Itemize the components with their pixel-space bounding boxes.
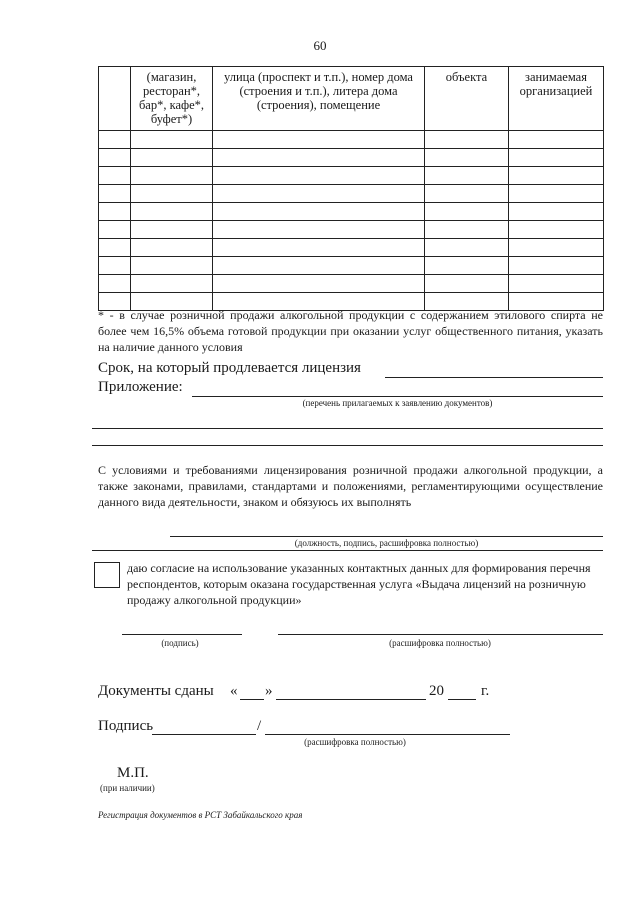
agreement-signature-line[interactable] [170,536,603,537]
table-cell[interactable] [131,149,213,167]
table-row [99,149,604,167]
docs-open-quote: « [230,683,238,699]
table-cell[interactable] [509,131,604,149]
table-cell[interactable] [509,203,604,221]
table-cell[interactable] [213,203,425,221]
stamp-label: М.П. [117,765,149,781]
consent-checkbox[interactable] [94,562,120,588]
table-cell[interactable] [99,149,131,167]
attachment-caption: (перечень прилагаемых к заявлению документов) [302,398,493,408]
table-cell[interactable] [99,185,131,203]
table-header-row [99,67,604,131]
table-cell[interactable] [99,221,131,239]
table-row [99,221,604,239]
table-cell[interactable] [509,275,604,293]
table-cell[interactable] [131,167,213,185]
table-cell[interactable] [99,239,131,257]
table-cell[interactable] [99,167,131,185]
table-cell[interactable] [131,275,213,293]
docs-year-prefix: 20 [429,683,444,699]
stamp-caption: (при наличии) [100,783,155,793]
extension-label: Срок, на который продлевается лицензия [98,360,361,376]
table-cell[interactable] [425,149,509,167]
table-cell[interactable] [213,185,425,203]
table-header-cell: объекта [425,67,509,131]
docs-day-line[interactable] [240,699,264,700]
consent-signature-line[interactable] [122,634,242,635]
docs-year-line[interactable] [448,699,476,700]
table-cell[interactable] [213,149,425,167]
signature-decode-line[interactable] [265,734,510,735]
table-cell[interactable] [509,239,604,257]
table-row [99,131,604,149]
table-cell[interactable] [213,221,425,239]
consent-text: даю согласие на использование указанных контактных данных для формирования перечня респондентов, которым оказана государственная услуга «Выдача лицензий на розничную продажу алкогольной продукции» [127,561,591,607]
extension-input-line[interactable] [385,377,603,378]
agreement-text: С условиями и требованиями лицензирования розничной продажи алкогольной продукции, а также законами, правилами, стандартами и положениями, регламентирующими осуществление данного вида деятельности, знаком и обязуюсь их выполнять [98,463,603,509]
table-header-cell [99,67,131,131]
table-header-cell: улица (проспект и т.п.), номер дома (строения и т.п.), литера дома (строения), помещение [213,67,425,131]
table-cell[interactable] [99,275,131,293]
table-cell[interactable] [99,203,131,221]
table-row [99,167,604,185]
page-number: 60 [313,38,327,53]
table-cell[interactable] [213,257,425,275]
agreement-line-2[interactable] [92,550,603,551]
table-cell[interactable] [425,239,509,257]
docs-month-line[interactable] [276,699,426,700]
table-cell[interactable] [509,167,604,185]
table-row [99,239,604,257]
table-cell[interactable] [131,185,213,203]
signature-caption: (расшифровка полностью) [304,737,406,747]
table-cell[interactable] [509,221,604,239]
table-cell[interactable] [99,257,131,275]
docs-submitted-label: Документы сданы [98,683,214,699]
consent-sig-caption: (подпись) [161,638,199,648]
table-cell[interactable] [425,221,509,239]
table-cell[interactable] [425,131,509,149]
table-cell[interactable] [425,275,509,293]
signature-line[interactable] [152,734,256,735]
table-cell[interactable] [213,239,425,257]
docs-close-quote: » [265,683,273,699]
signature-label: Подпись [98,718,154,734]
footnote: * - в случае розничной продажи алкогольной продукции с содержанием этилового спирта не более чем 16,5% объема готовой продукции при оказании услуг общественного питания, указать на наличие данного условия [98,308,603,354]
attachment-input-line[interactable] [192,396,603,397]
table-cell[interactable] [425,185,509,203]
table-row [99,185,604,203]
consent-decode-line[interactable] [278,634,603,635]
consent-decode-caption: (расшифровка полностью) [389,638,491,648]
table-header-cell: занимаемая организацией [509,67,604,131]
table-row [99,275,604,293]
table-row [99,203,604,221]
table-cell[interactable] [213,275,425,293]
signature-slash: / [257,718,262,734]
attachment-line-2[interactable] [92,428,603,429]
objects-table [98,66,604,311]
table-cell[interactable] [425,167,509,185]
table-cell[interactable] [131,257,213,275]
table-cell[interactable] [509,149,604,167]
table-cell[interactable] [425,203,509,221]
table-cell[interactable] [509,185,604,203]
registration-text: Регистрация документов в РСТ Забайкальского края [98,810,303,820]
table-cell[interactable] [131,203,213,221]
docs-year-suffix: г. [481,683,490,699]
table-cell[interactable] [99,131,131,149]
table-cell[interactable] [509,257,604,275]
table-cell[interactable] [425,257,509,275]
table-cell[interactable] [131,131,213,149]
table-cell[interactable] [131,221,213,239]
agreement-caption: (должность, подпись, расшифровка полностью) [294,538,479,548]
attachment-line-3[interactable] [92,445,603,446]
table-cell[interactable] [213,167,425,185]
table-row [99,257,604,275]
table-cell[interactable] [131,239,213,257]
table-cell[interactable] [213,131,425,149]
table-header-cell: (магазин, ресторан*, бар*, кафе*, буфет*) [131,67,213,131]
attachment-label: Приложение: [98,379,183,395]
